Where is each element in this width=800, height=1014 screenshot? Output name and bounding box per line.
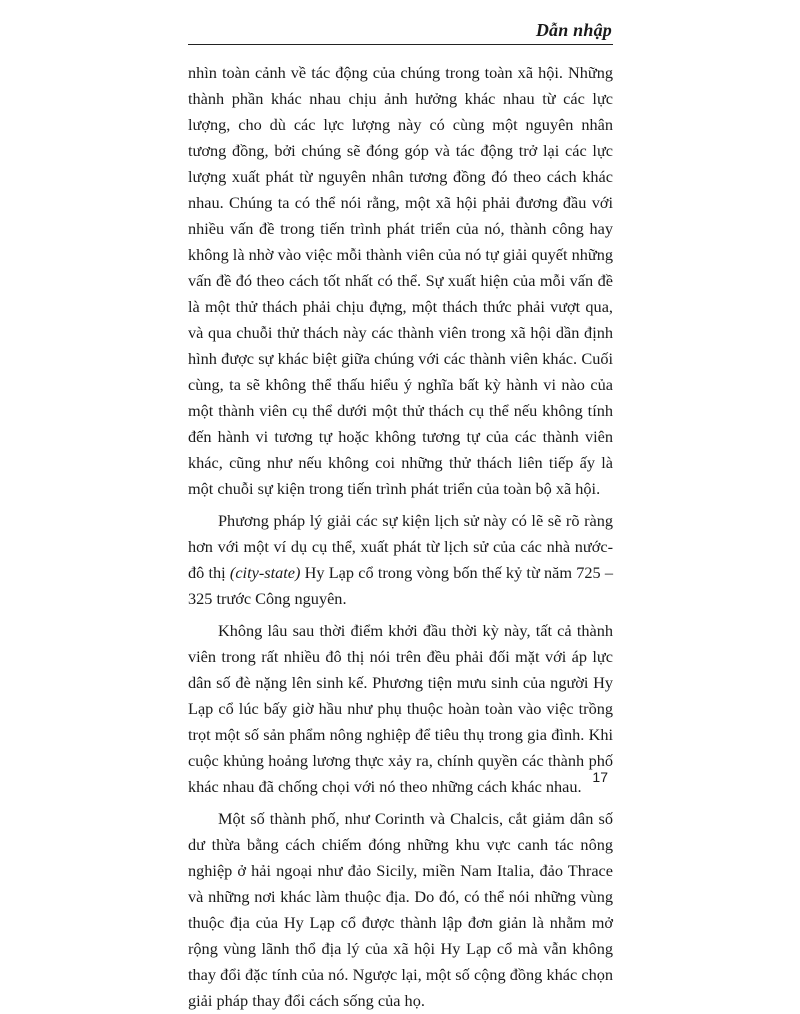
body-text: [188, 60, 613, 1014]
paragraph-2-italic-term: (city-state): [229, 563, 301, 582]
header-divider: [188, 44, 613, 45]
paragraph-2-text-before: Phương pháp lý giải các sự kiện lịch sử này có lẽ sẽ rõ ràng hơn với một ví dụ cụ thể, xuất phát từ lịch sử của các nhà nước-đô thị: [188, 511, 613, 582]
paragraph-3: Không lâu sau thời điểm khởi đầu thời kỳ này, tất cả thành viên trong rất nhiều đô thị nói trên đều phải đối mặt với áp lực dân số đè nặng lên sinh kế. Phương tiện mưu sinh của người Hy Lạp cổ lúc bấy giờ hầu như phụ thuộc hoàn toàn vào việc trồng trọt một số sản phẩm nông nghiệp để tiêu thụ trong gia đình. Khi cuộc khủng hoảng lương thực xảy ra, chính quyền các thành phố khác nhau đã chống chọi với nó theo những cách khác nhau.: [188, 621, 613, 796]
page-number: 17: [592, 769, 608, 785]
running-header: Dẫn nhập: [535, 20, 612, 40]
paragraph-4: Một số thành phố, như Corinth và Chalcis, cắt giảm dân số dư thừa bằng cách chiếm đóng những khu vực canh tác nông nghiệp ở hải ngoại như đảo Sicily, miền Nam Italia, đảo Thrace và những nơi khác làm thuộc địa. Do đó, có thể nói những vùng thuộc địa của Hy Lạp cổ được thành lập đơn giản là nhằm mở rộng vùng lãnh thổ địa lý của xã hội Hy Lạp cổ mà vẫn không thay đổi đặc tính của nó. Ngược lại, một số cộng đồng khác chọn giải pháp thay đổi cách sống của họ.: [188, 809, 613, 1010]
paragraph-1: nhìn toàn cảnh về tác động của chúng trong toàn xã hội. Những thành phần khác nhau chịu ảnh hưởng khác nhau từ các lực lượng, cho dù các lực lượng này có cùng một nguyên nhân tương đồng, bởi chúng sẽ đóng góp và tác động trở lại các lực lượng xuất phát từ nguyên nhân tương đồng đó theo cách khác nhau. Chúng ta có thể nói rằng, một xã hội phải đương đầu với nhiều vấn đề trong tiến trình phát triển của nó, thành công hay không là nhờ vào việc mỗi thành viên của nó tự giải quyết những vấn đề đó theo cách tốt nhất có thể. Sự xuất hiện của mỗi vấn đề là một thử thách phải chịu đựng, một thách thức phải vượt qua, và qua chuỗi thử thách này các thành viên trong xã hội dần định hình được sự khác biệt giữa chúng với các thành viên khác. Cuối cùng, ta sẽ không thể thấu hiểu ý nghĩa bất kỳ hành vi nào của một thành viên cụ thể dưới một thử thách cụ thể nếu không tính đến hành vi tương tự hoặc không tương tự của các thành viên khác, cũng như nếu không coi những thử thách liên tiếp ấy là một chuỗi sự kiện trong tiến trình phát triển của toàn bộ xã hội.: [188, 63, 613, 498]
paragraph-2-text-after: Hy Lạp cổ trong vòng bốn thế kỷ từ năm 725 – 325 trước Công nguyên.: [188, 563, 613, 608]
paragraph-2: [188, 508, 613, 612]
